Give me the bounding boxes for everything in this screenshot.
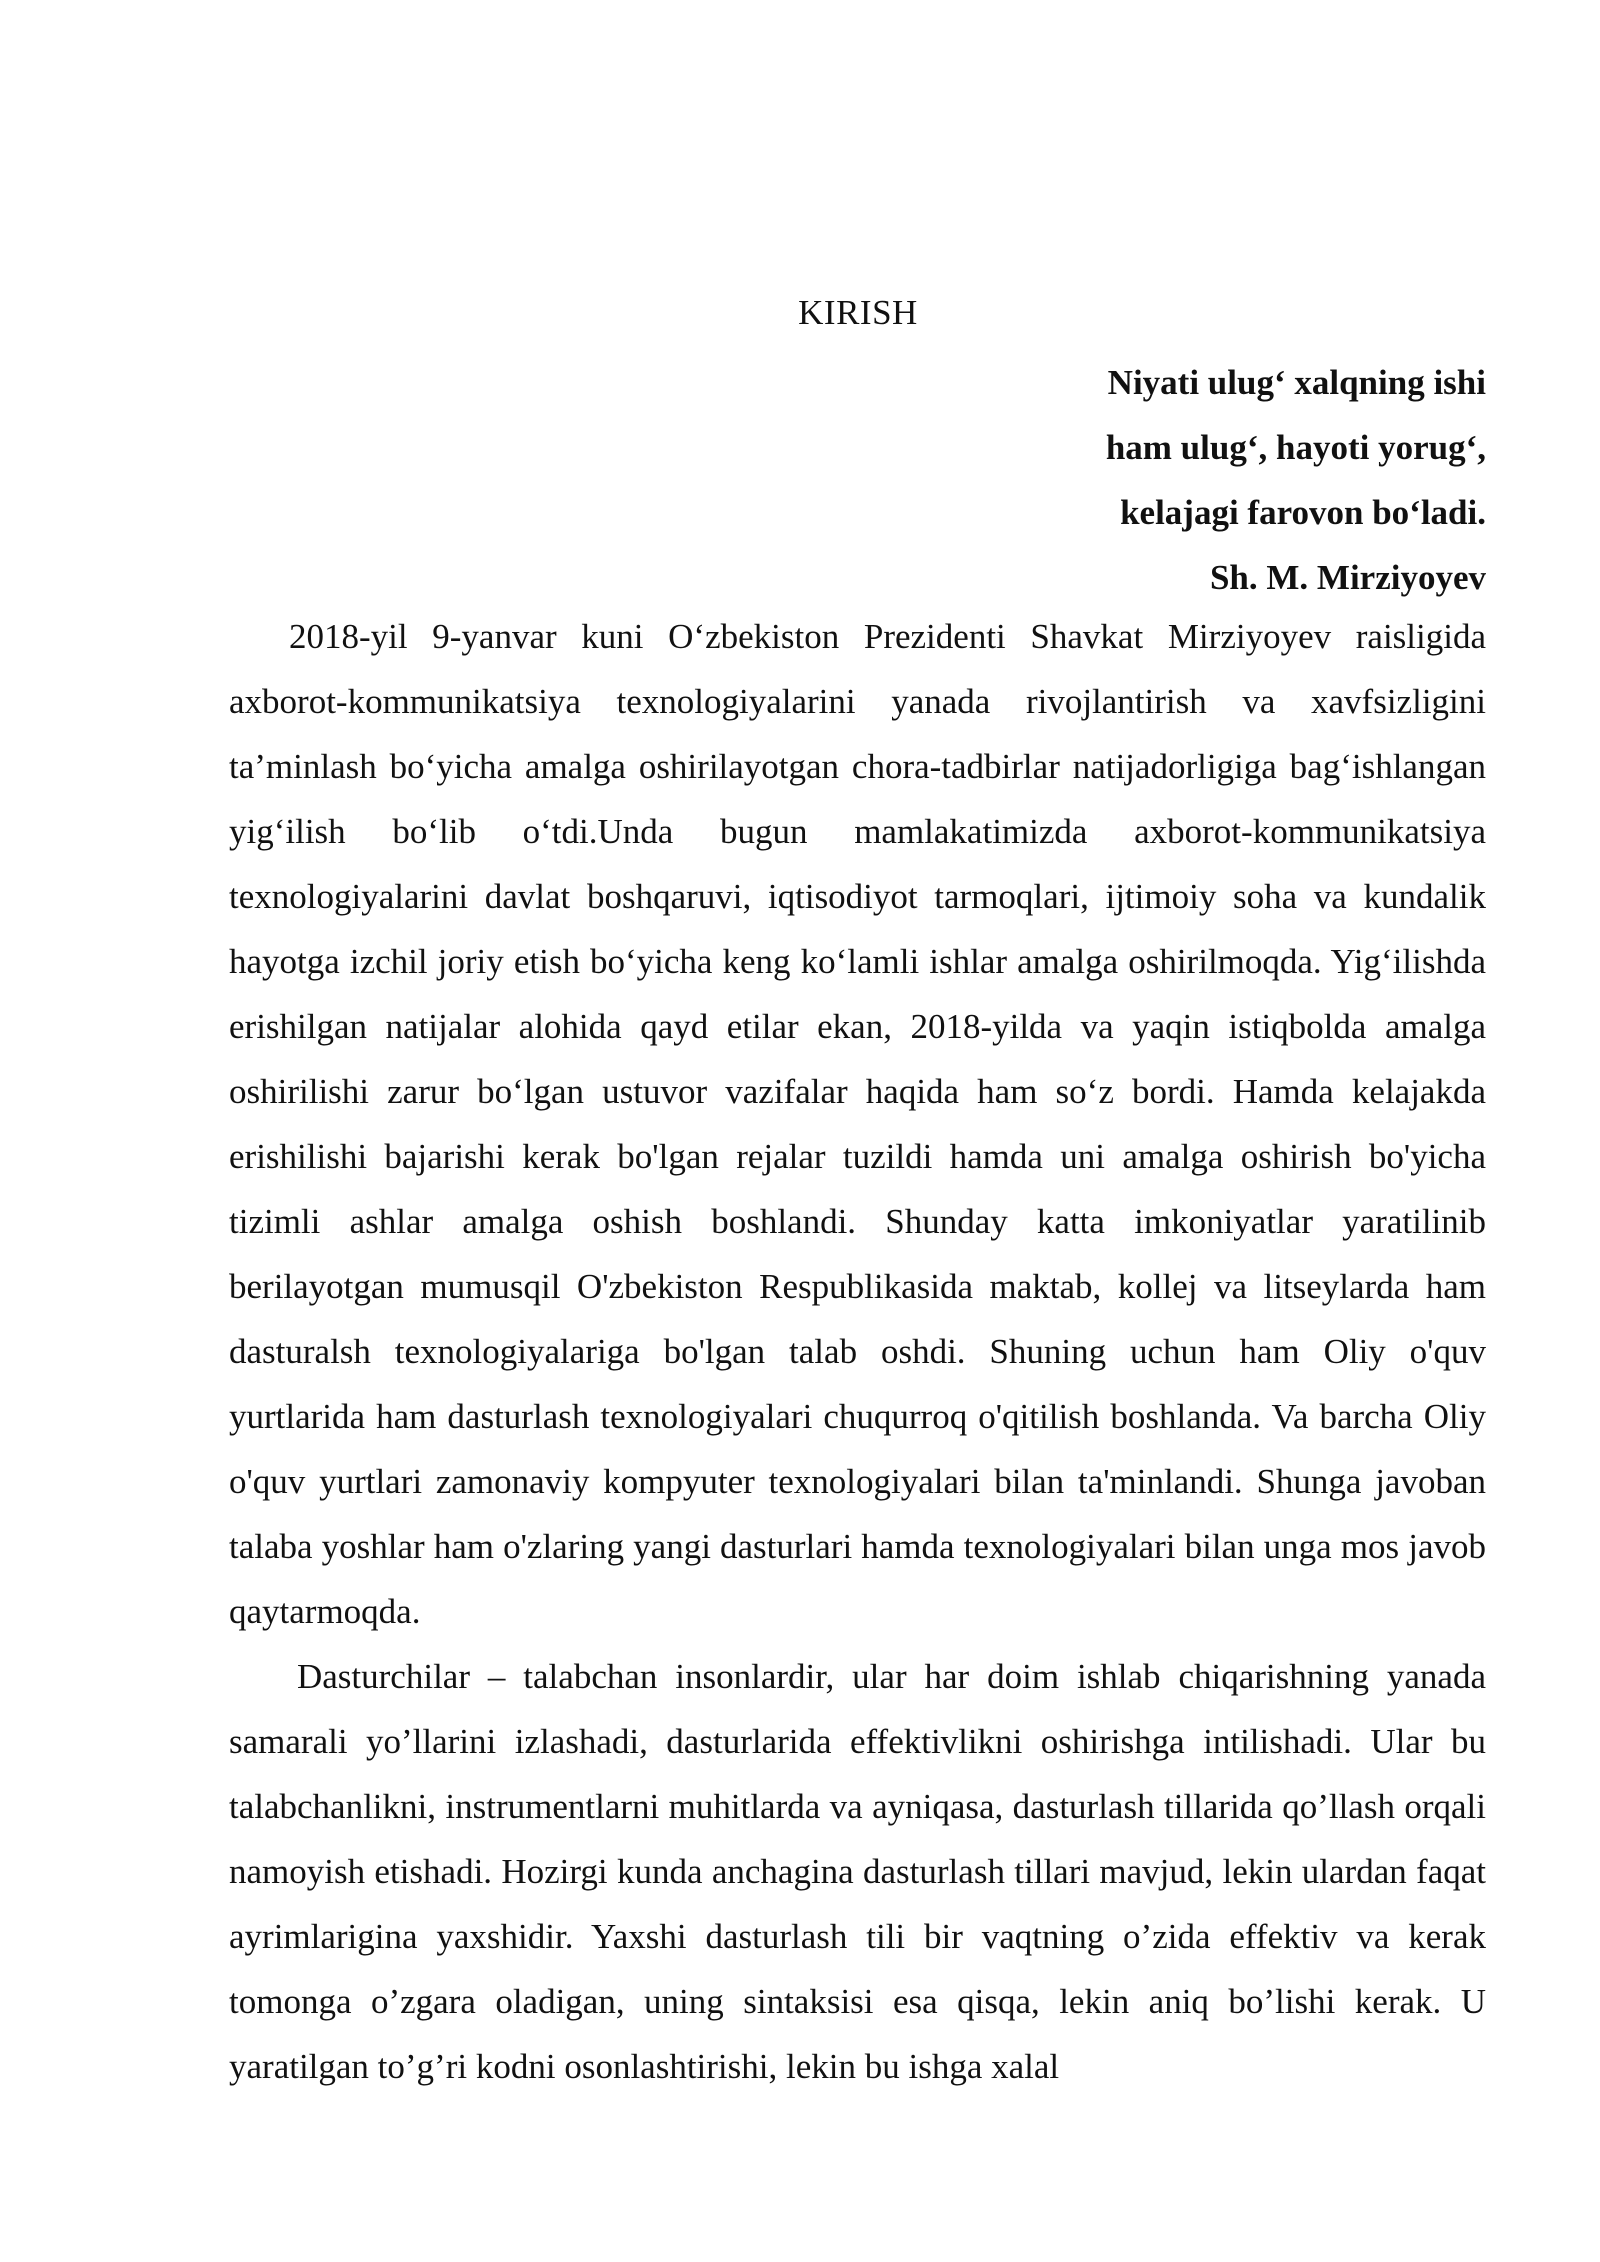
- paragraph: 2018-yil 9-yanvar kuni O‘zbekiston Prezidenti Shavkat Mirziyoyev raisligida axborot-kommunikatsiya texnologiyalarini yanada rivojlantirish va xavfsizligini ta’minlash bo‘yicha amalga oshirilayotgan chora-tadbirlar natijadorligiga bag‘ishlangan yig‘ilish bo‘lib o‘tdi.Unda bugun mamlakatimizda axborot-kommunikatsiya texnologiyalarini davlat boshqaruvi, iqtisodiyot tarmoqlari, ijtimoiy soha va kundalik hayotga izchil joriy etish bo‘yicha keng ko‘lamli ishlar amalga oshirilmoqda. Yig‘ilishda erishilgan natijalar alohida qayd etilar ekan, 2018-yilda va yaqin istiqbolda amalga oshirilishi zarur bo‘lgan ustuvor vazifalar haqida ham so‘z bordi. Hamda kelajakda erishilishi bajarishi kerak bo'lgan rejalar tuzildi hamda uni amalga oshirish bo'yicha tizimli ashlar amalga oshish boshlandi. Shunday katta imkoniyatlar yaratilinib berilayotgan mumusqil O'zbekiston Respublikasida maktab, kollej va litseylarda ham dasturalsh texnologiyalariga bo'lgan talab oshdi. Shuning uchun ham Oliy o'quv yurtlarida ham dasturlash texnologiyalari chuqurroq o'qitilish boshlanda. Va barcha Oliy o'quv yurtlari zamonaviy kompyuter texnologiyalari bilan ta'minlandi. Shunga javoban talaba yoshlar ham o'zlaring yangi dasturlari hamda texnologiyalari bilan unga mos javob qaytarmoqda.: [229, 617, 1486, 1631]
- body-text: [229, 604, 1486, 2099]
- epigraph-author: Sh. M. Mirziyoyev: [1209, 558, 1486, 597]
- epigraph: [586, 350, 1486, 610]
- paragraph: Dasturchilar – talabchan insonlardir, ular har doim ishlab chiqarishning yanada samarali yo’llarini izlashadi, dasturlarida effektivlikni oshirishga intilishadi. Ular bu talabchanlikni, instrumentlarni muhitlarda va ayniqasa, dasturlash tillarida qo’llash orqali namoyish etishadi. Hozirgi kunda anchagina dasturlash tillari mavjud, lekin ulardan faqat ayrimlarigina yaxshidir. Yaxshi dasturlash tili bir vaqtning o’zida effektiv va kerak tomonga o’zgara oladigan, uning sintaksisi esa qisqa, lekin aniq bo’lishi kerak. U yaratilgan to’g’ri kodni osonlashtirishi, lekin bu ishga xalal: [229, 1657, 1486, 2086]
- epigraph-line: kelajagi farovon bo‘ladi.: [1120, 493, 1486, 532]
- epigraph-line: ham ulug‘, hayoti yorug‘,: [1105, 428, 1486, 467]
- epigraph-line: Niyati ulug‘ xalqning ishi: [1107, 363, 1486, 402]
- page-title: KIRISH: [798, 293, 918, 332]
